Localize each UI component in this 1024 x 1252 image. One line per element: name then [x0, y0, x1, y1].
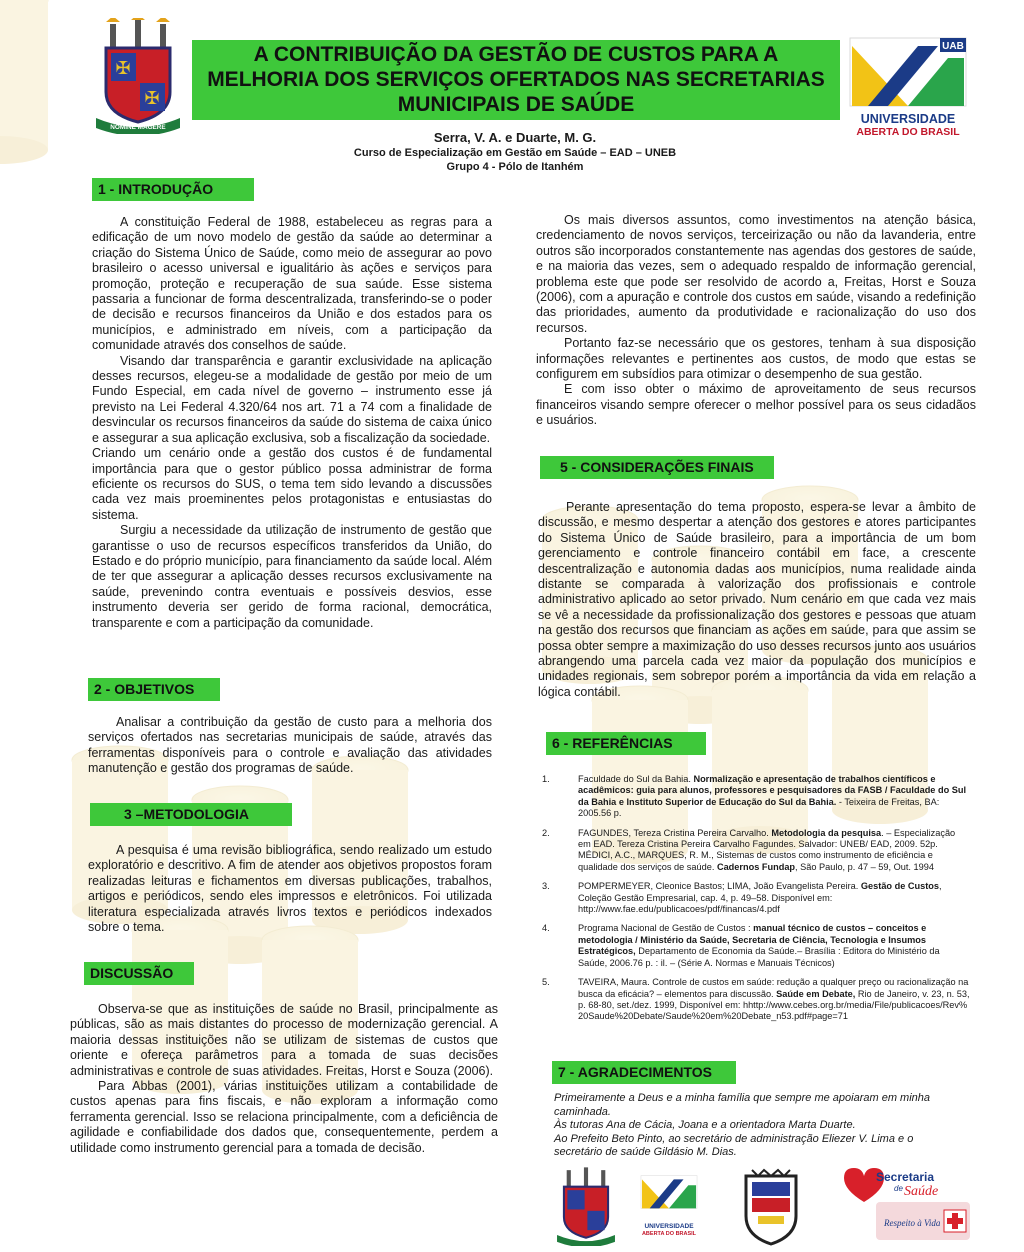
group-location: Grupo 4 - Pólo de Itanhém — [446, 161, 584, 173]
uab-emblem-icon-small — [640, 1166, 698, 1218]
objectives-body — [88, 715, 492, 777]
course-name: Curso de Especialização em Gestão em Saúde – EAD – UNEB — [353, 147, 677, 159]
intro-paragraph-3: Criando um cenário onde a gestão dos custos é de fundamental importância para que o gestor público possa administrar de forma eficiente os recursos do SUS, o tema tem sido levando a discussões cada vez mais proeminentes pelos protagonistas e entusiastas do sistema. — [92, 446, 492, 522]
title-line-2: MELHORIA DOS SERVIÇOS OFERTADOS NAS SECRETARIAS — [207, 68, 825, 91]
svg-text:✠: ✠ — [144, 88, 160, 109]
discussion-heading: DISCUSSÃO — [84, 962, 194, 985]
objectives-heading: 2 - OBJETIVOS — [88, 678, 220, 701]
final-paragraph-1: Perante apresentação do tema proposto, espera-se levar a âmbito de discussão, e mesmo despertar a atenção dos gestores e atores participantes do Sistema Único de Saúde brasileiro, para a importância de um bom gerenciamento e controle financeiro contábil em face, a crescente descentralização e autonomia dadas aos municípios, numa realidade ainda distante se comparada à valorização dos profissionais e controle administrativo aplicado ao setor privado. Num cenário em que cada vez mais se vê a necessidade da profissionalização dos gestores e pessoas que atuam na gestão dos recursos que financiam as ações em saúde, para que assim se possa obter sempre a maximização do uso desses recursos junto aos usuários abrangendo uma parcela cada vez maior da população dos municípios e unidades regionais, sem sobrepor porém a importância da vida em relação a lógica contábil. — [538, 500, 976, 699]
uab-logo-small: UNIVERSIDADE ABERTA DO BRASIL — [640, 1166, 698, 1242]
title-line-3: MUNICIPAIS DE SAÚDE — [397, 93, 635, 116]
discussion-paragraph-1: Observa-se que as instituições de saúde no Brasil, principalmente as públicas, são as mais distantes do processo de modernização gerencial. A maioria dessas instituições não se utilizam de sistemas de custos que oriente e ofereça parâmetros para a tomada de suas decisões administrativas e controle de suas atividades. Freitas, Horst e Souza (2006). — [70, 1002, 498, 1078]
references-heading: 6 - REFERÊNCIAS — [546, 732, 706, 755]
intro-paragraph-4: Surgiu a necessidade da utilização de instrumento de gestão que garantisse o uso de recursos específicos transferidos da União, do Estado e do próprio município, para financiamento da saúde local. Além de ter que assegurar a aplicação desses recursos exclusivamente na saúde, prevenindo contra eventuais e possíveis desvios, esse instrumento deveria ser gerido de forma racional, democrática, transparente e com a participação da comunidade. — [92, 523, 492, 630]
intro-continued-paragraph-3: E com isso obter o máximo de aproveitamento de seus recursos financeiros visando sempre oferecer o melhor possível para os seus cidadãos e usuários. — [536, 382, 976, 428]
svg-text:UAB: UAB — [942, 41, 964, 52]
acknowledgements-body — [554, 1092, 954, 1160]
uneb-crest-logo-small — [552, 1166, 620, 1246]
intro-continued-paragraph-1: Os mais diversos assuntos, como investimentos na atenção básica, credenciamento de novos serviços, terceirização ou não da lavanderia, entre outros são incorporados constantemente nas agendas dos gestores de saúde, e na maioria das vezes, sem o adequado respaldo de informação gerencial, problema este que pode ser resolvido de acordo a, Freitas, Horst e Souza (2006), com a apuração e controle dos custos em saúde, visando a redefinição das prioridades, aumento da produtividade e racionalização do uso dos recursos. — [536, 213, 976, 335]
discussion-paragraph-2: Para Abbas (2001), várias instituições utilizam a contabilidade de custos apenas para fins fiscais, e não exploram a informação como ferramenta gerencial. Isso se relaciona principalmente, com a deficiência de agilidade e confiabilidade dos dados que, consequentemente, perdem a utilidade como instrumento gerencial para a tomada de decisão. — [70, 1079, 498, 1155]
reference-item-5: 5. TAVEIRA, Maura. Controle de custos em saúde: redução a qualquer preço ou racionalização na busca da eficácia? – elementos para discussão. Saúde em Debate, Rio de Janeiro, v. 23, n. 53, p. 68-80, set./dez. 1999, Disponível em: hhttp://www.cebes.org.br/media/File/publicacoes/Rev%20Saude%20Debate/Saude%20em%20Debate_n53.pdf#page=71 — [542, 977, 970, 1022]
intro-continued-paragraph-2: Portanto faz-se necessário que os gestores, tenham à sua disposição informações relevantes e pertinentes aos custos, de modo que estas se configurem em subsídios para otimizar o desempenho de sua gestão. — [536, 336, 976, 382]
acknowledgement-line-1: Primeiramente a Deus e a minha família que sempre me apoiaram em minha caminhada. — [554, 1092, 930, 1118]
de-text: de — [894, 1184, 903, 1193]
secretaria-saude-logo — [836, 1166, 972, 1242]
final-body — [538, 500, 976, 700]
author-names: Serra, V. A. e Duarte, M. G. — [433, 130, 597, 145]
reference-item-3: 3. POMPERMEYER, Cleonice Bastos; LIMA, João Evangelista Pereira. Gestão de Custos, Coleção Gestão Empresarial, cap. 4, p. 49–58. Disponível em: http://www.fae.edu/publicacoes/pdf/financas/4.pdf — [542, 881, 942, 915]
saude-text: Saúde — [904, 1184, 939, 1199]
method-body — [88, 843, 492, 935]
torch-icon — [106, 18, 170, 50]
reference-item-2: 2. FAGUNDES, Tereza Cristina Pereira Carvalho. Metodologia da pesquisa. – Especialização em EAD. Tereza Cristina Pereira Carvalho Fagundes. Salvador: UNEB/ EAD, 2009. 52p. MÉDICI, A.C., MARQUES, R. M., Sistemas de custos como instrumento de eficiência e qualidade dos serviços de saúde. Cadernos Fundap, São Paulo, p. 47 – 59, Out. 1994 — [542, 827, 956, 872]
reference-item-1: 1. Faculdade do Sul da Bahia. Normalização e apresentação de trabalhos científicos e acadêmicos: guia para alunos, professores e pesquisadores da FASB / Faculdade do Sul da Bahia e Instituto Superior de Educação do Sul da Bahia. - Teixeira de Freitas, BA: 2005.56 p. — [542, 774, 967, 819]
uab-name-line-2: ABERTA DO BRASIL — [856, 126, 960, 138]
svg-text:NOMINE MAGERE: NOMINE MAGERE — [110, 124, 166, 131]
title-line-1: A CONTRIBUIÇÃO DA GESTÃO DE CUSTOS PARA A — [253, 43, 779, 66]
uab-name-line-1: UNIVERSIDADE — [860, 112, 956, 126]
author-block — [300, 130, 730, 174]
svg-text:✠: ✠ — [115, 58, 131, 79]
reference-item-4: 4. Programa Nacional de Gestão de Custos : manual técnico de custos – conceitos e metodologia / Ministério da Saúde, Secretaria de Ciência, Tecnologia e Insumos Estratégicos, Departamento de Economia da Saúde.– Brasília : Editora do Ministério da Saúde, 2006.76 p. : il. – (Série A. Normas e Manuais Técnicos) — [542, 923, 940, 968]
secretaria-text: Secretaria — [876, 1170, 935, 1184]
intro-paragraph-2: Visando dar transparência e garantir exclusividade na aplicação desses recursos, elegeu-se a modalidade de gestão por meio de um Fundo Especial, em cada nível de governo – instrumento esse já previsto na Lei Federal 4.320/64 nos art. 71 a 74 com a finalidade de desvincular os recursos financeiros da saúde do sistema de caixa único e assegurar a sua aplicação exclusiva, sob a fiscalização da sociedade. — [92, 353, 492, 445]
final-heading: 5 - CONSIDERAÇÕES FINAIS — [540, 456, 774, 479]
acknowledgements-heading: 7 - AGRADECIMENTOS — [552, 1061, 736, 1084]
method-heading: 3 –METODOLOGIA — [90, 803, 292, 826]
references-list — [542, 774, 970, 1031]
intro-heading: 1 - INTRODUÇÃO — [92, 178, 254, 201]
uneb-crest-logo — [92, 18, 184, 134]
respeito-vida-text: Respeito à Vida — [884, 1218, 941, 1228]
uab-emblem-icon — [848, 36, 968, 108]
uab-logo — [848, 36, 968, 136]
objectives-paragraph-1: Analisar a contribuição da gestão de custo para a melhoria dos serviços ofertados nas secretarias municipais de saúde, através das ferramentas disponíveis para o controle e avaliação das atividades manutenção e gestão dos programas de saúde. — [88, 715, 492, 776]
discussion-body — [70, 1002, 498, 1156]
acknowledgement-line-3: Ao Prefeito Beto Pinto, ao secretário de administração Eliezer V. Lima e o secretário de saúde Gildásio M. Dias. — [554, 1132, 914, 1159]
intro-body — [92, 215, 492, 631]
intro-continued-body — [536, 213, 976, 429]
intro-paragraph-1: A constituição Federal de 1988, estabeleceu as regras para a edificação de um novo modelo de gestão da saúde ao determinar a criação do Sistema Único de Saúde, como meio de assegurar ao povo brasileiro o acesso universal e igualitário às ações e serviços para promoção, proteção e recuperação de sua saúde. Esse sistema passaria a funcionar de forma descentralizada, transferindo-se o poder de decisão e recursos financeiros da União e dos estados para os municípios, e administrado em níveis, com a participação da comunidade através dos conselhos de saúde. — [92, 215, 492, 353]
municipal-crest-logo — [738, 1166, 804, 1246]
acknowledgement-line-2: Às tutoras Ana de Cácia, Joana e a orientadora Marta Duarte. — [554, 1119, 856, 1132]
method-paragraph-1: A pesquisa é uma revisão bibliográfica, sendo realizado um estudo exploratório e descritivo. A fim de atender aos objetivos propostos foram realizadas leituras e fichamentos em diversas publicações, trabalhos, artigos e periódicos, sendo eles impressos e eletrônicos. Foi utilizada literatura especializada através livros textos e periódicos indexados sobre o tema. — [88, 843, 492, 935]
poster-title — [192, 40, 840, 120]
